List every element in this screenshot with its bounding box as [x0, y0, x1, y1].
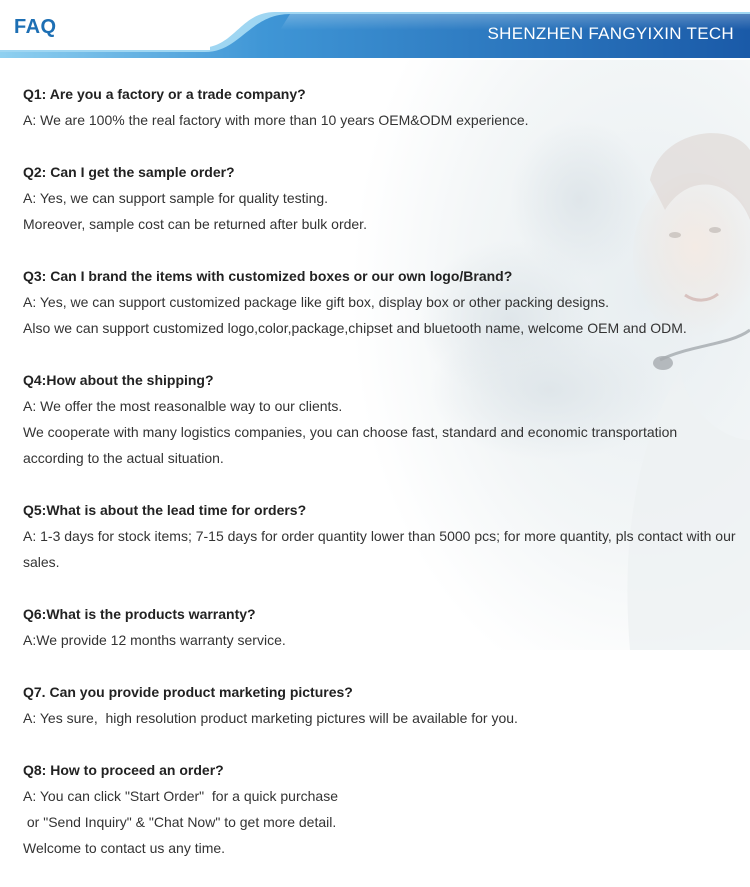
faq-answer-line: A: Yes, we can support customized package like gift box, display box or other packing designs.: [23, 294, 610, 310]
faq-question: Q4:How about the shipping?: [23, 372, 214, 388]
faq-answer-line: according to the actual situation.: [23, 450, 224, 466]
faq-answer-line: A: We offer the most reasonalble way to our clients.: [23, 398, 343, 414]
faq-item-q6: [23, 601, 743, 653]
faq-item-q5: [23, 497, 743, 575]
faq-answer-line: A: Yes sure, high resolution product marketing pictures will be available for you.: [23, 710, 518, 726]
faq-answer-line: A: 1-3 days for stock items; 7-15 days for order quantity lower than 5000 pcs; for more quantity, pls contact with our: [23, 528, 736, 544]
faq-answer-line: A: We are 100% the real factory with more than 10 years OEM&ODM experience.: [23, 112, 529, 128]
faq-item-q7: [23, 679, 743, 731]
faq-item-q8: [23, 757, 743, 861]
faq-answer-line: A: Yes, we can support sample for quality testing.: [23, 190, 329, 206]
header-banner: [0, 0, 750, 60]
faq-answer-line: Moreover, sample cost can be returned after bulk order.: [23, 216, 367, 232]
faq-question: Q6:What is the products warranty?: [23, 606, 256, 622]
faq-question: Q2: Can I get the sample order?: [23, 164, 235, 180]
faq-answer-line: or "Send Inquiry" & "Chat Now" to get more detail.: [23, 814, 337, 830]
faq-question: Q7. Can you provide product marketing pictures?: [23, 684, 353, 700]
faq-item-q1: [23, 81, 743, 133]
faq-title: FAQ: [14, 16, 57, 38]
faq-list: [23, 81, 743, 887]
faq-question: Q3: Can I brand the items with customized boxes or our own logo/Brand?: [23, 268, 513, 284]
faq-question: Q5:What is about the lead time for orders?: [23, 502, 307, 518]
faq-answer-line: sales.: [23, 554, 60, 570]
company-name: SHENZHEN FANGYIXIN TECH: [487, 24, 734, 43]
faq-question: Q1: Are you a factory or a trade company?: [23, 86, 306, 102]
faq-answer-line: We cooperate with many logistics companies, you can choose fast, standard and economic transportation: [23, 424, 678, 440]
faq-item-q4: [23, 367, 743, 471]
faq-item-q2: [23, 159, 743, 237]
faq-answer-line: Welcome to contact us any time.: [23, 840, 226, 856]
faq-item-q3: [23, 263, 743, 341]
faq-answer-line: Also we can support customized logo,color,package,chipset and bluetooth name, welcome OEM and ODM.: [23, 320, 687, 336]
faq-answer-line: A:We provide 12 months warranty service.: [23, 632, 286, 648]
faq-answer-line: A: You can click "Start Order" for a quick purchase: [23, 788, 338, 804]
faq-question: Q8: How to proceed an order?: [23, 762, 224, 778]
